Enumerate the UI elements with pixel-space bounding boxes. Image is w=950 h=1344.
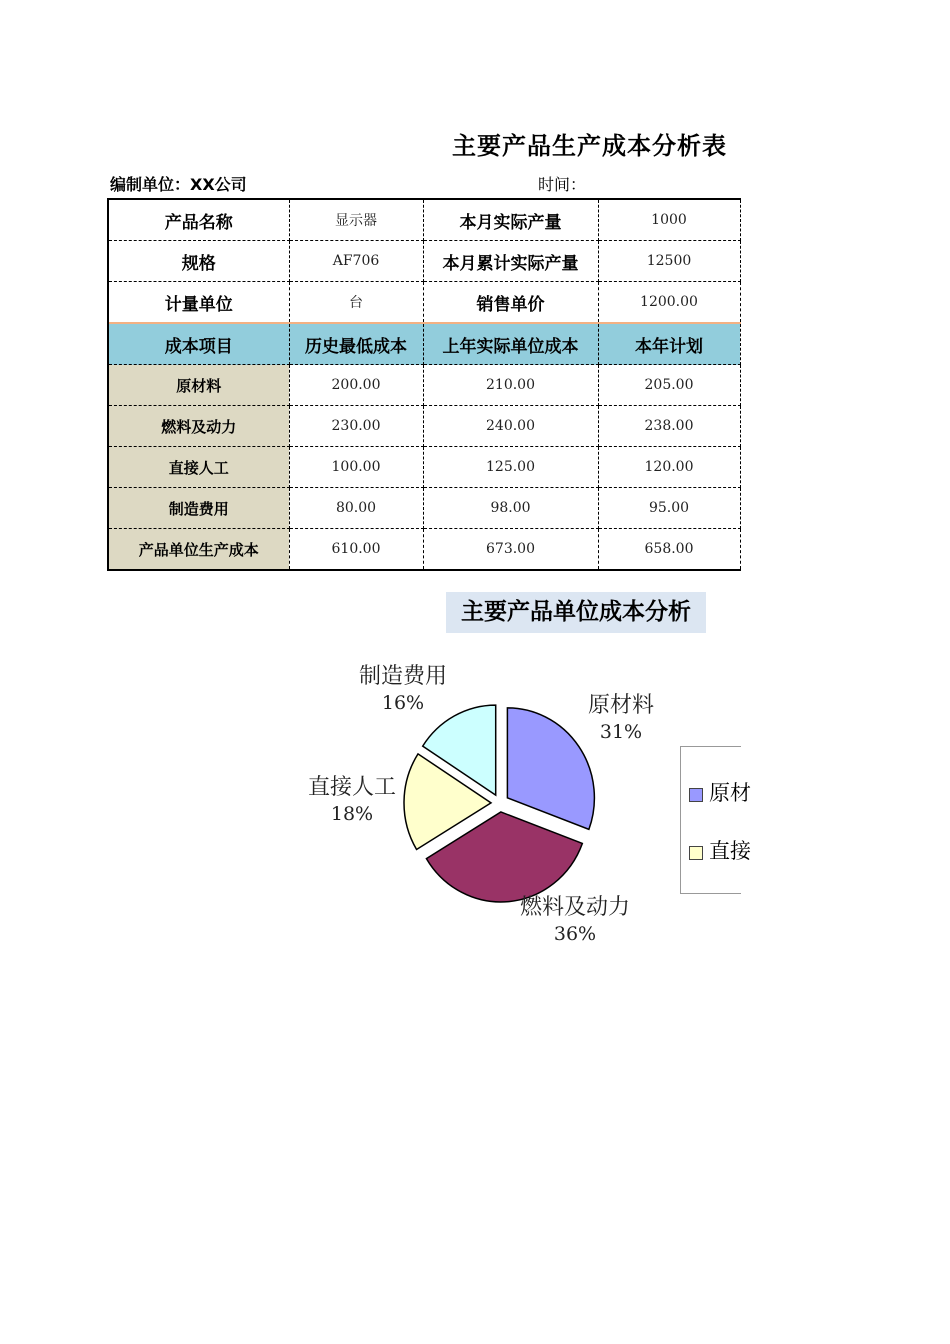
header-last-year: 上年实际单位成本 bbox=[423, 323, 598, 365]
spec-value[interactable]: AF706 bbox=[289, 241, 423, 282]
cost-cell[interactable]: 98.00 bbox=[423, 488, 598, 529]
cost-cell[interactable]: 210.00 bbox=[423, 365, 598, 406]
legend-label: 直接 bbox=[709, 839, 751, 863]
measure-unit-label: 计量单位 bbox=[108, 282, 289, 324]
cost-item-label: 产品单位生产成本 bbox=[108, 529, 289, 571]
monthly-output-label: 本月实际产量 bbox=[423, 199, 598, 241]
measure-unit-value[interactable]: 台 bbox=[289, 282, 423, 324]
cost-cell[interactable]: 95.00 bbox=[598, 488, 740, 529]
time-label: 时间： bbox=[538, 175, 587, 194]
sale-price-value[interactable]: 1200.00 bbox=[598, 282, 740, 324]
cost-cell[interactable]: 80.00 bbox=[289, 488, 423, 529]
monthly-output-value[interactable]: 1000 bbox=[598, 199, 740, 241]
cumulative-output-value[interactable]: 12500 bbox=[598, 241, 740, 282]
product-name-value[interactable]: 显示器 bbox=[289, 199, 423, 241]
slice-name-label: 燃料及动力 bbox=[519, 895, 631, 920]
slice-percent-label: 36% bbox=[553, 923, 597, 945]
cost-cell[interactable]: 610.00 bbox=[289, 529, 423, 571]
legend-label: 原材 bbox=[709, 781, 751, 805]
cost-cell[interactable]: 100.00 bbox=[289, 447, 423, 488]
cost-cell[interactable]: 230.00 bbox=[289, 406, 423, 447]
cost-cell[interactable]: 238.00 bbox=[598, 406, 740, 447]
cost-item-label: 原材料 bbox=[108, 365, 289, 406]
cost-cell[interactable]: 658.00 bbox=[598, 529, 740, 571]
cost-cell[interactable]: 125.00 bbox=[423, 447, 598, 488]
slice-percent-label: 18% bbox=[330, 803, 374, 825]
product-name-label: 产品名称 bbox=[108, 199, 289, 241]
pie-slice bbox=[507, 708, 594, 830]
chart-title: 主要产品单位成本分析 bbox=[446, 592, 706, 633]
header-hist-min: 历史最低成本 bbox=[289, 323, 423, 365]
slice-name-label: 制造费用 bbox=[358, 664, 448, 689]
cumulative-output-label: 本月累计实际产量 bbox=[423, 241, 598, 282]
legend-swatch bbox=[689, 846, 703, 860]
cost-item-label: 制造费用 bbox=[108, 488, 289, 529]
slice-percent-label: 16% bbox=[381, 692, 425, 714]
header-cost-item: 成本项目 bbox=[108, 323, 289, 365]
report-title: 主要产品生产成本分析表 bbox=[452, 132, 727, 160]
legend-item bbox=[689, 777, 751, 807]
chart-legend bbox=[680, 746, 751, 894]
legend-swatch bbox=[689, 788, 703, 802]
slice-percent-label: 31% bbox=[599, 721, 643, 743]
cost-cell[interactable]: 205.00 bbox=[598, 365, 740, 406]
cost-cell[interactable]: 673.00 bbox=[423, 529, 598, 571]
cost-cell[interactable]: 200.00 bbox=[289, 365, 423, 406]
cost-item-label: 直接人工 bbox=[108, 447, 289, 488]
compiling-unit: 编制单位：XX公司 bbox=[110, 175, 247, 194]
legend-item bbox=[689, 835, 751, 865]
header-plan: 本年计划 bbox=[598, 323, 740, 365]
cost-cell[interactable]: 240.00 bbox=[423, 406, 598, 447]
sale-price-label: 销售单价 bbox=[423, 282, 598, 324]
spec-label: 规格 bbox=[108, 241, 289, 282]
cost-item-label: 燃料及动力 bbox=[108, 406, 289, 447]
cost-cell[interactable]: 120.00 bbox=[598, 447, 740, 488]
slice-name-label: 直接人工 bbox=[307, 775, 397, 800]
slice-name-label: 原材料 bbox=[587, 693, 655, 718]
